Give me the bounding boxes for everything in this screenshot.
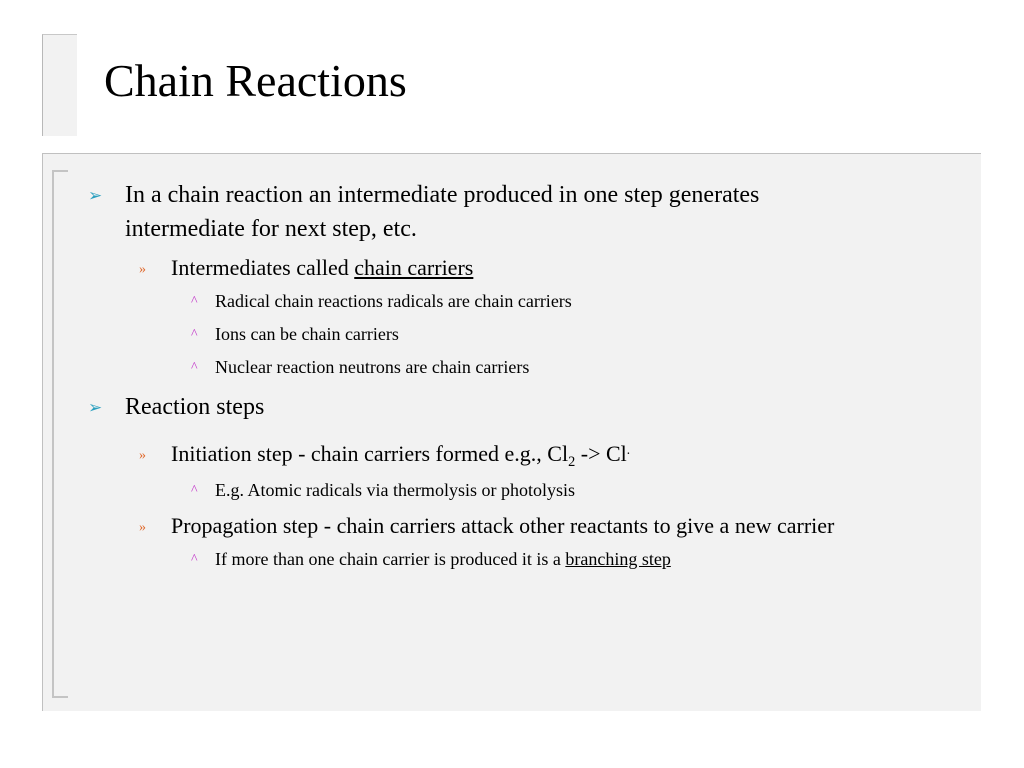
bullet-text: Intermediates called — [171, 255, 355, 280]
level3-bullet-icon: ^ — [191, 327, 198, 342]
slide-title: Chain Reactions — [104, 55, 407, 106]
bullet-line: Radical chain reactions radicals are chain carriers — [215, 291, 572, 311]
level3-bullet-icon: ^ — [191, 483, 198, 498]
bullet-text: If more than one chain carrier is produced it is a — [215, 549, 566, 569]
bullet-line: Nuclear reaction neutrons are chain carriers — [215, 357, 530, 377]
bullet-line: Reaction steps — [125, 394, 265, 420]
bullet-line: Ions can be chain carriers — [215, 324, 399, 344]
bullet-line: In a chain reaction an intermediate produced in one step generates — [125, 182, 760, 208]
bullet-line — [171, 257, 473, 279]
level2-bullet-icon: » — [139, 262, 146, 277]
level1-bullet-icon: ➢ — [88, 398, 103, 417]
bullet-line — [215, 550, 671, 568]
underlined-term: branching step — [565, 549, 671, 569]
bullet-text: Initiation step - chain carriers formed e.g., Cl — [171, 441, 569, 466]
superscript: . — [626, 441, 631, 457]
bullet-line: intermediate for next step, etc. — [125, 216, 417, 242]
level2-bullet-icon: » — [139, 448, 146, 463]
level3-bullet-icon: ^ — [191, 360, 198, 375]
bullet-line — [171, 441, 631, 470]
level1-bullet-icon: ➢ — [88, 186, 103, 205]
bullet-line: Propagation step - chain carriers attack other reactants to give a new carrier — [171, 513, 835, 538]
level3-bullet-icon: ^ — [191, 294, 198, 309]
bullet-line: E.g. Atomic radicals via thermolysis or photolysis — [215, 480, 575, 500]
level3-bullet-icon: ^ — [191, 552, 198, 567]
underlined-term: chain carriers — [354, 255, 474, 280]
level2-bullet-icon: » — [139, 520, 146, 535]
bullet-text: -> Cl — [575, 441, 627, 466]
subscript: 2 — [568, 454, 576, 470]
